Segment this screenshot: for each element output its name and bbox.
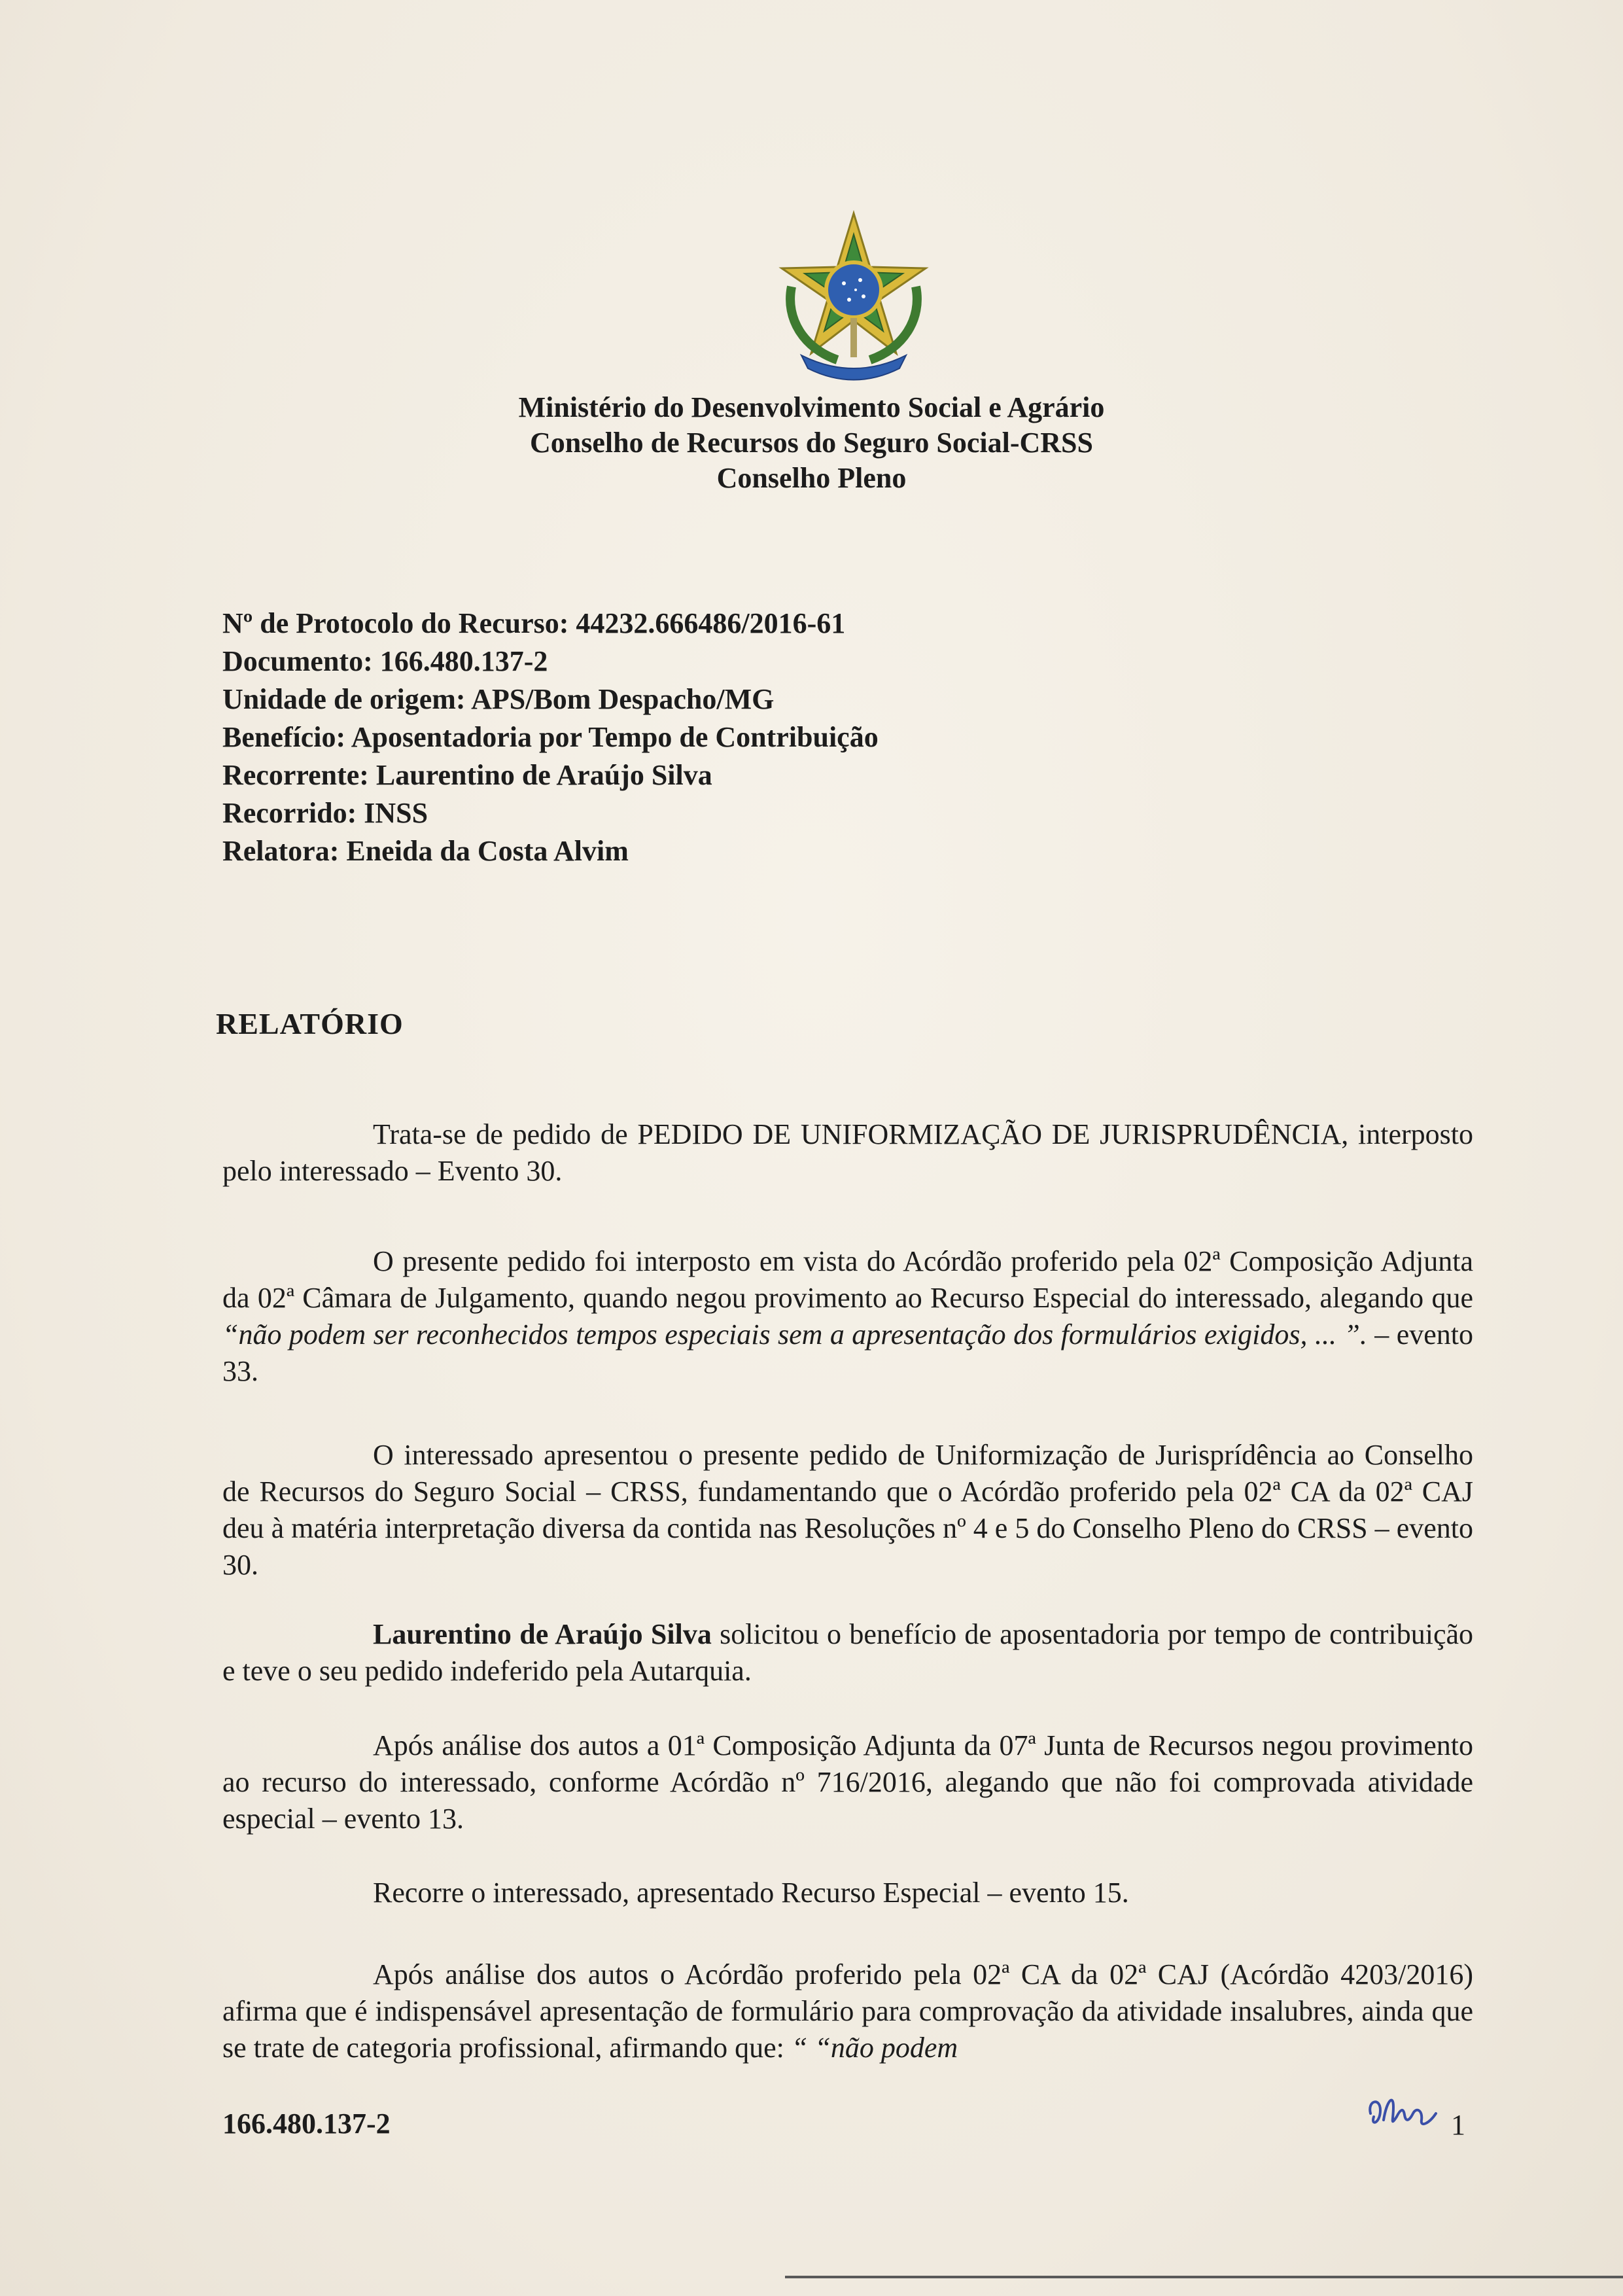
- paragraph-3: [222, 1437, 1473, 1583]
- page-number: 1: [1451, 2109, 1465, 2141]
- paragraph-6: [222, 1875, 1473, 1911]
- paragraph-7-quote: “ “não podem: [791, 2032, 958, 2064]
- paragraph-2-suffix: – evento 33.: [222, 1318, 1473, 1387]
- applicant-name: Laurentino de Araújo Silva: [373, 1618, 712, 1650]
- rapporteur: Relatora: Eneida da Costa Alvim: [222, 835, 629, 867]
- section-title: RELATÓRIO: [216, 1007, 404, 1040]
- scan-edge-line: [785, 2276, 1623, 2278]
- ministry-name: Ministério do Desenvolvimento Social e Agrário: [518, 391, 1105, 423]
- benefit-type: Benefício: Aposentadoria por Tempo de Contribuição: [222, 721, 879, 753]
- institution-header: [0, 390, 1623, 496]
- paragraph-5: [222, 1727, 1473, 1837]
- document-number: Documento: 166.480.137-2: [222, 645, 548, 677]
- paragraph-1: [222, 1116, 1473, 1190]
- paragraph-2-text: O presente pedido foi interposto em vista do Acórdão proferido pela 02ª Composição Adjunta da 02ª Câmara de Julgamento, quando negou provimento ao Recurso Especial do interessado, alegando que: [222, 1245, 1473, 1314]
- paragraph-5-text: Após análise dos autos a 01ª Composição Adjunta da 07ª Junta de Recursos negou provimento ao recurso do interessado, conforme Acórdão nº 716/2016, alegando que não foi comprovada atividade especial – evento 13.: [222, 1729, 1473, 1835]
- paragraph-2-quote: “não podem ser reconhecidos tempos especiais sem a apresentação dos formulários exigidos, ... ”.: [222, 1318, 1367, 1351]
- footer-document-number: 166.480.137-2: [222, 2108, 391, 2140]
- origin-unit: Unidade de origem: APS/Bom Despacho/MG: [222, 683, 775, 715]
- appellee: Recorrido: INSS: [222, 797, 428, 829]
- case-metadata: [222, 605, 879, 870]
- protocol-number: Nº de Protocolo do Recurso: 44232.666486/2016-61: [222, 607, 846, 639]
- paragraph-7: [222, 1956, 1473, 2066]
- paragraph-1-text: Trata-se de pedido de PEDIDO DE UNIFORMIZAÇÃO DE JURISPRUDÊNCIA, interposto pelo interessado – Evento 30.: [222, 1118, 1473, 1187]
- paragraph-2: [222, 1243, 1473, 1390]
- handwritten-signature: [1364, 2087, 1442, 2140]
- appellant: Recorrente: Laurentino de Araújo Silva: [222, 759, 712, 791]
- paragraph-7-text: Após análise dos autos o Acórdão proferido pela 02ª CA da 02ª CAJ (Acórdão 4203/2016) afirma que é indispensável apresentação de formulário para comprovação da atividade insalubres, ainda que se trate de categoria profissional, afirmando que:: [222, 1958, 1473, 2064]
- paragraph-6-text: Recorre o interessado, apresentado Recurso Especial – evento 15.: [373, 1877, 1129, 1909]
- council-section: Conselho Pleno: [716, 462, 907, 494]
- brazil-coat-of-arms-icon: [765, 208, 942, 385]
- paragraph-4: [222, 1616, 1473, 1689]
- council-name: Conselho de Recursos do Seguro Social-CRSS: [530, 427, 1093, 459]
- paragraph-3-text: O interessado apresentou o presente pedido de Uniformização de Jurisprídência ao Conselho de Recursos do Seguro Social – CRSS, fundamentando que o Acórdão proferido pela 02ª CA da 02ª CAJ deu à matéria interpretação diversa da contida nas Resoluções nº 4 e 5 do Conselho Pleno do CRSS – evento 30.: [222, 1439, 1473, 1581]
- paragraph-4-text: solicitou o benefício de aposentadoria por tempo de contribuição e teve o seu pedido indeferido pela Autarquia.: [222, 1618, 1474, 1687]
